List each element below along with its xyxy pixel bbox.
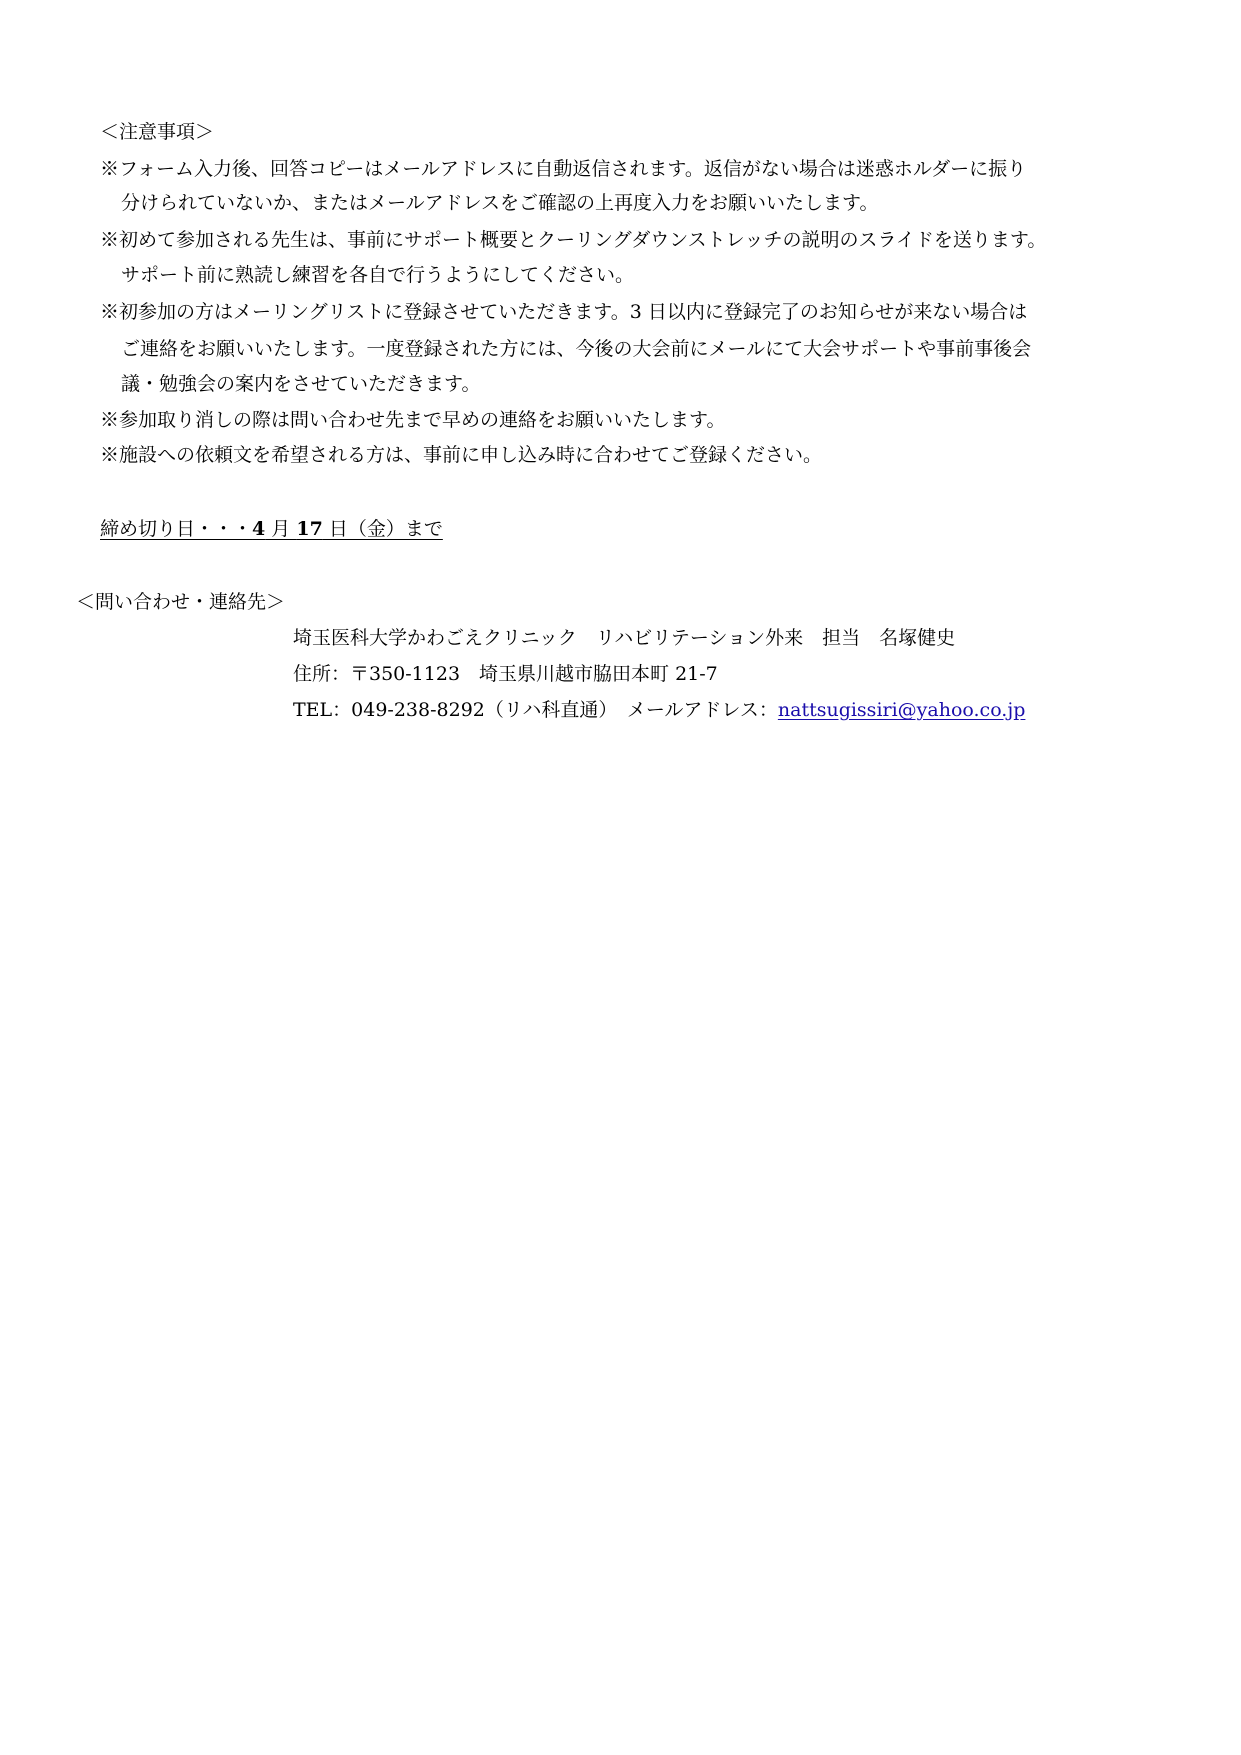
note-line: サポート前に熟読し練習を各自で行うようにしてください。 bbox=[121, 264, 635, 286]
note-line: ※施設への依頼文を希望される方は、事前に申し込み時に合わせてご登録ください。 bbox=[100, 444, 823, 466]
note-line: ご連絡をお願いいたします。一度登録された方には、今後の大会前にメールにて大会サポートや事前事後会 bbox=[121, 338, 1032, 360]
contact-heading: ＜問い合わせ・連絡先＞ bbox=[76, 591, 286, 613]
note-line: 議・勉強会の案内をさせていただきます。 bbox=[121, 373, 481, 395]
contact-tel-label: TEL：049-238-8292（リハ科直通） メールアドレス： bbox=[293, 699, 778, 721]
deadline-day: 17 bbox=[296, 518, 323, 540]
deadline bbox=[100, 517, 443, 541]
notes-heading: ＜注意事項＞ bbox=[100, 121, 215, 143]
deadline-prefix: 締め切り日・・・ bbox=[100, 518, 253, 540]
note-line: ※参加取り消しの際は問い合わせ先まで早めの連絡をお願いいたします。 bbox=[100, 409, 726, 431]
contact-org: 埼玉医科大学かわごえクリニック リハビリテーション外来 担当 名塚健史 bbox=[293, 627, 956, 649]
deadline-suffix: 日（金）まで bbox=[322, 518, 443, 540]
contact-tel bbox=[293, 698, 1025, 722]
note-line: ※初参加の方はメーリングリストに登録させていただきます。3 日以内に登録完了のお知らせが来ない場合は bbox=[100, 301, 1028, 323]
deadline-month: 4 bbox=[252, 518, 266, 540]
note-line: ※初めて参加される先生は、事前にサポート概要とクーリングダウンストレッチの説明のスライドを送ります。 bbox=[100, 229, 1047, 251]
contact-address: 住所：〒350-1123 埼玉県川越市脇田本町 21-7 bbox=[293, 663, 718, 685]
contact-email-link[interactable]: nattsugissiri@yahoo.co.jp bbox=[777, 699, 1026, 721]
note-line: 分けられていないか、またはメールアドレスをご確認の上再度入力をお願いいたします。 bbox=[121, 192, 879, 214]
deadline-month-unit: 月 bbox=[265, 518, 297, 540]
note-line: ※フォーム入力後、回答コピーはメールアドレスに自動返信されます。返信がない場合は迷惑ホルダーに振り bbox=[100, 158, 1027, 180]
